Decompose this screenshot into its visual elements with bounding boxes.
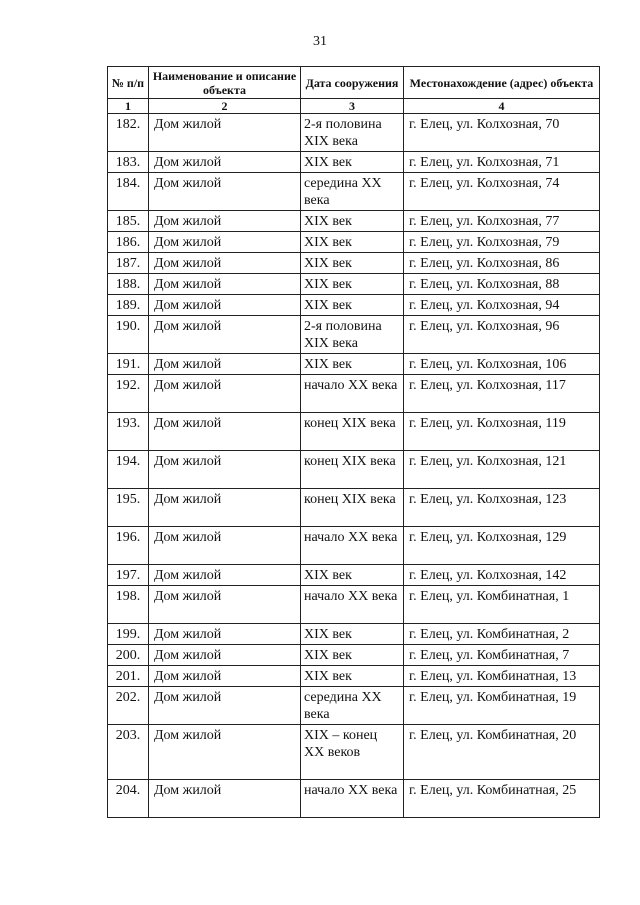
object-name: Дом жилой xyxy=(149,565,301,586)
table-row xyxy=(108,354,600,375)
construction-date: конец XIX века xyxy=(301,451,404,489)
object-address: г. Елец, ул. Колхозная, 117 xyxy=(404,375,600,413)
monuments-table xyxy=(107,66,600,818)
column-index-3: 3 xyxy=(301,99,404,114)
row-number: 194. xyxy=(108,451,149,489)
column-index-2: 2 xyxy=(149,99,301,114)
construction-date: XIX век xyxy=(301,666,404,687)
construction-date: XIX век xyxy=(301,211,404,232)
construction-date: начало XX века xyxy=(301,586,404,624)
object-name: Дом жилой xyxy=(149,666,301,687)
table-header-row xyxy=(108,67,600,99)
construction-date: XIX век xyxy=(301,274,404,295)
object-name: Дом жилой xyxy=(149,152,301,173)
object-name: Дом жилой xyxy=(149,114,301,152)
construction-date: середина XX века xyxy=(301,173,404,211)
object-address: г. Елец, ул. Колхозная, 129 xyxy=(404,527,600,565)
object-name: Дом жилой xyxy=(149,527,301,565)
object-address: г. Елец, ул. Колхозная, 70 xyxy=(404,114,600,152)
object-address: г. Елец, ул. Комбинатная, 13 xyxy=(404,666,600,687)
construction-date: XIX век xyxy=(301,565,404,586)
object-address: г. Елец, ул. Колхозная, 77 xyxy=(404,211,600,232)
table-row xyxy=(108,666,600,687)
construction-date: XIX век xyxy=(301,152,404,173)
row-number: 183. xyxy=(108,152,149,173)
table-row xyxy=(108,211,600,232)
object-address: г. Елец, ул. Колхозная, 88 xyxy=(404,274,600,295)
row-number: 191. xyxy=(108,354,149,375)
construction-date: XIX век xyxy=(301,232,404,253)
table-row xyxy=(108,586,600,624)
table-row xyxy=(108,375,600,413)
construction-date: XIX век xyxy=(301,354,404,375)
table-row xyxy=(108,232,600,253)
object-address: г. Елец, ул. Колхозная, 121 xyxy=(404,451,600,489)
construction-date: XIX век xyxy=(301,295,404,316)
object-address: г. Елец, ул. Колхозная, 74 xyxy=(404,173,600,211)
object-address: г. Елец, ул. Колхозная, 119 xyxy=(404,413,600,451)
construction-date: начало XX века xyxy=(301,527,404,565)
object-name: Дом жилой xyxy=(149,274,301,295)
object-name: Дом жилой xyxy=(149,586,301,624)
row-number: 197. xyxy=(108,565,149,586)
construction-date: XIX век xyxy=(301,645,404,666)
construction-date: 2-я половина XIX века xyxy=(301,114,404,152)
page-number: 31 xyxy=(313,34,327,49)
table-row xyxy=(108,451,600,489)
object-name: Дом жилой xyxy=(149,624,301,645)
object-name: Дом жилой xyxy=(149,725,301,780)
object-name: Дом жилой xyxy=(149,295,301,316)
object-name: Дом жилой xyxy=(149,253,301,274)
object-address: г. Елец, ул. Колхозная, 94 xyxy=(404,295,600,316)
object-address: г. Елец, ул. Колхозная, 86 xyxy=(404,253,600,274)
row-number: 187. xyxy=(108,253,149,274)
object-name: Дом жилой xyxy=(149,451,301,489)
object-address: г. Елец, ул. Колхозная, 79 xyxy=(404,232,600,253)
table-row xyxy=(108,624,600,645)
construction-date: начало XX века xyxy=(301,375,404,413)
object-address: г. Елец, ул. Колхозная, 71 xyxy=(404,152,600,173)
row-number: 185. xyxy=(108,211,149,232)
row-number: 182. xyxy=(108,114,149,152)
column-index-1: 1 xyxy=(108,99,149,114)
object-address: г. Елец, ул. Комбинатная, 2 xyxy=(404,624,600,645)
construction-date: 2-я половина XIX века xyxy=(301,316,404,354)
object-address: г. Елец, ул. Комбинатная, 25 xyxy=(404,780,600,818)
table-body xyxy=(108,114,600,818)
row-number: 189. xyxy=(108,295,149,316)
row-number: 192. xyxy=(108,375,149,413)
table-row xyxy=(108,527,600,565)
object-name: Дом жилой xyxy=(149,413,301,451)
row-number: 186. xyxy=(108,232,149,253)
table-row xyxy=(108,565,600,586)
row-number: 184. xyxy=(108,173,149,211)
row-number: 196. xyxy=(108,527,149,565)
object-name: Дом жилой xyxy=(149,489,301,527)
row-number: 193. xyxy=(108,413,149,451)
object-address: г. Елец, ул. Колхозная, 123 xyxy=(404,489,600,527)
object-address: г. Елец, ул. Комбинатная, 7 xyxy=(404,645,600,666)
object-name: Дом жилой xyxy=(149,645,301,666)
object-name: Дом жилой xyxy=(149,173,301,211)
row-number: 200. xyxy=(108,645,149,666)
row-number: 195. xyxy=(108,489,149,527)
table-row xyxy=(108,253,600,274)
object-address: г. Елец, ул. Комбинатная, 20 xyxy=(404,725,600,780)
row-number: 204. xyxy=(108,780,149,818)
construction-date: XIX век xyxy=(301,253,404,274)
object-name: Дом жилой xyxy=(149,354,301,375)
header-name: Наименование и описание объекта xyxy=(149,67,301,99)
row-number: 199. xyxy=(108,624,149,645)
table-row xyxy=(108,489,600,527)
object-address: г. Елец, ул. Комбинатная, 1 xyxy=(404,586,600,624)
construction-date: XIX век xyxy=(301,624,404,645)
table-row xyxy=(108,295,600,316)
row-number: 190. xyxy=(108,316,149,354)
row-number: 198. xyxy=(108,586,149,624)
header-date: Дата сооружения xyxy=(301,67,404,99)
table-row xyxy=(108,114,600,152)
object-name: Дом жилой xyxy=(149,316,301,354)
object-name: Дом жилой xyxy=(149,375,301,413)
object-name: Дом жилой xyxy=(149,780,301,818)
header-num: № п/п xyxy=(108,67,149,99)
table-row xyxy=(108,152,600,173)
table-row xyxy=(108,780,600,818)
header-address: Местонахождение (адрес) объекта xyxy=(404,67,600,99)
table-row xyxy=(108,274,600,295)
construction-date: XIX – конец XX веков xyxy=(301,725,404,780)
table-row xyxy=(108,725,600,780)
column-index-4: 4 xyxy=(404,99,600,114)
object-address: г. Елец, ул. Колхозная, 106 xyxy=(404,354,600,375)
column-index-row xyxy=(108,99,600,114)
row-number: 202. xyxy=(108,687,149,725)
object-name: Дом жилой xyxy=(149,232,301,253)
construction-date: начало XX века xyxy=(301,780,404,818)
table-row xyxy=(108,413,600,451)
table-row xyxy=(108,687,600,725)
object-name: Дом жилой xyxy=(149,211,301,232)
construction-date: конец XIX века xyxy=(301,489,404,527)
table-row xyxy=(108,316,600,354)
object-name: Дом жилой xyxy=(149,687,301,725)
row-number: 188. xyxy=(108,274,149,295)
object-address: г. Елец, ул. Комбинатная, 19 xyxy=(404,687,600,725)
object-address: г. Елец, ул. Колхозная, 96 xyxy=(404,316,600,354)
object-address: г. Елец, ул. Колхозная, 142 xyxy=(404,565,600,586)
construction-date: конец XIX века xyxy=(301,413,404,451)
row-number: 201. xyxy=(108,666,149,687)
construction-date: середина XX века xyxy=(301,687,404,725)
table-row xyxy=(108,173,600,211)
row-number: 203. xyxy=(108,725,149,780)
table-row xyxy=(108,645,600,666)
